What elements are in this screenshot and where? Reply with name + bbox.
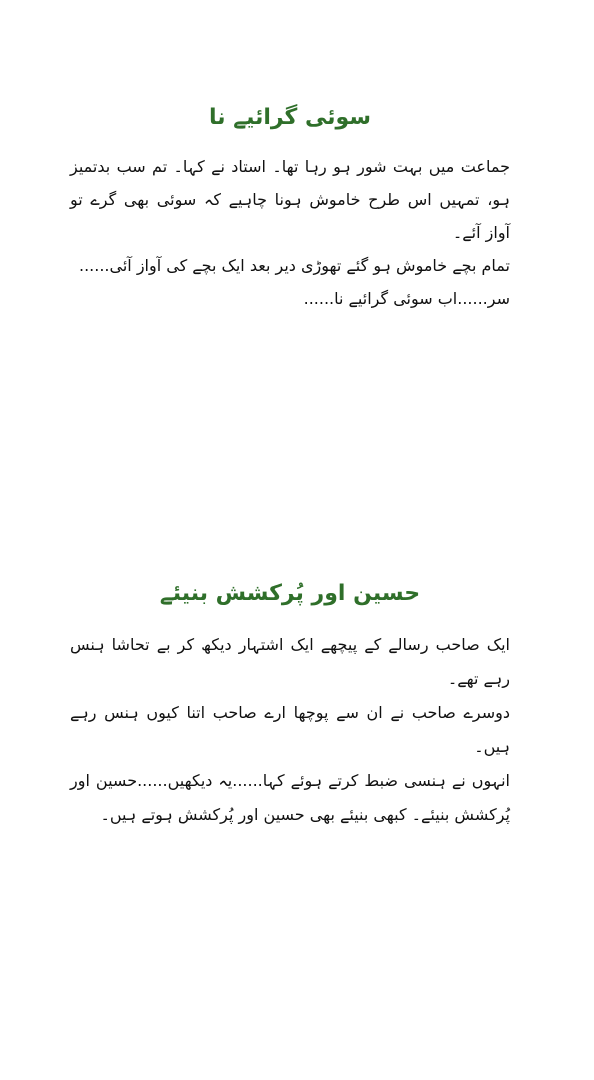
- joke-section-needle: [70, 98, 510, 315]
- joke-paragraph: ایک صاحب رسالے کے پیچھے ایک اشتہار دیکھ کر بے تحاشا ہنس رہے تھے۔: [70, 635, 510, 688]
- joke-paragraph: جماعت میں بہت شور ہو رہا تھا۔ استاد نے کہا۔ تم سب بدتمیز ہو، تمہیں اس طرح خاموش ہونا چاہیے کہ سوئی بھی گرے تو آواز آئے۔: [70, 157, 510, 242]
- joke-section-handsome: [70, 574, 510, 832]
- joke-paragraph: سر......اب سوئی گرائیے نا......: [303, 289, 510, 308]
- joke-paragraph: دوسرے صاحب نے ان سے پوچھا ارے صاحب اتنا کیوں ہنس رہے ہیں۔: [70, 703, 510, 756]
- joke-title: سوئی گرائیے نا: [209, 105, 371, 130]
- joke-paragraph: انہوں نے ہنسی ضبط کرتے ہوئے کہا......یہ دیکھیں......حسین اور پُرکشش بنیئے۔ کبھی بنیئے بھی حسین اور پُرکشش ہوتے ہیں۔: [70, 771, 510, 824]
- joke-paragraph: تمام بچے خاموش ہو گئے تھوڑی دیر بعد ایک بچے کی آواز آئی......: [78, 256, 510, 275]
- joke-title: حسین اور پُرکشش بنیئے: [159, 581, 421, 606]
